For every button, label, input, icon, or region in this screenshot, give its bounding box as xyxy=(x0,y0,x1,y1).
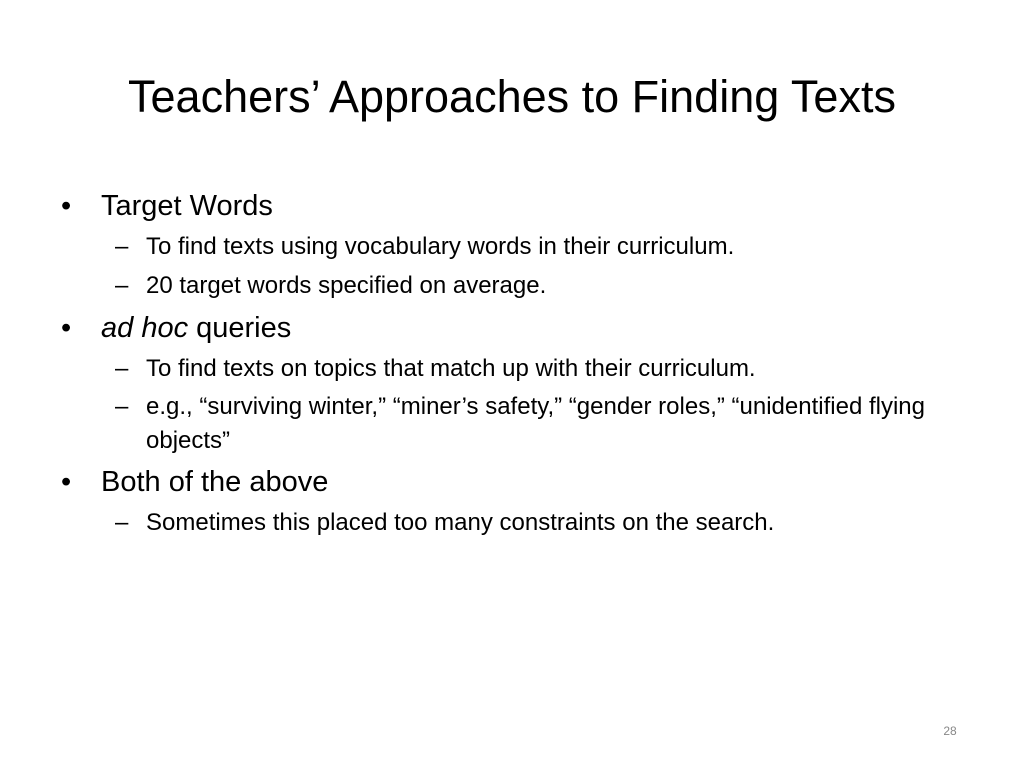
dash-icon: – xyxy=(115,355,129,382)
bullet-text: queries xyxy=(188,312,292,344)
sub-bullet-text: To find texts on topics that match up with their curriculum. xyxy=(146,355,756,382)
dash-icon: – xyxy=(115,393,129,420)
sub-bullet-item xyxy=(60,505,980,541)
sub-bullet-item xyxy=(60,268,980,304)
dash-icon: – xyxy=(115,272,129,299)
bullet-text: Both of the above xyxy=(101,466,329,498)
slide-title: Teachers’ Approaches to Finding Texts xyxy=(128,71,896,122)
bullet-icon: • xyxy=(61,466,72,498)
sub-bullet-item xyxy=(60,229,980,265)
bullet-text-italic: ad hoc xyxy=(101,312,189,344)
sub-bullet-item xyxy=(60,390,980,458)
bullet-item-target-words xyxy=(60,186,980,226)
bullet-list xyxy=(60,182,980,541)
dash-icon: – xyxy=(115,509,129,536)
bullet-icon: • xyxy=(61,190,72,222)
sub-bullet-text: Sometimes this placed too many constraints on the search. xyxy=(146,509,775,536)
dash-icon: – xyxy=(115,233,129,260)
bullet-item-both-of-the-above xyxy=(60,462,980,502)
bullet-text: Target Words xyxy=(101,190,273,222)
sub-bullet-text: 20 target words specified on average. xyxy=(146,272,547,299)
sub-bullet-text: e.g., “surviving winter,” “miner’s safety,” “gender roles,” “unidentified flying objects” xyxy=(146,393,925,454)
bullet-item-ad-hoc-queries xyxy=(60,308,980,348)
bullet-icon: • xyxy=(61,312,72,344)
sub-bullet-text: To find texts using vocabulary words in their curriculum. xyxy=(146,233,735,260)
page-number: 28 xyxy=(943,724,957,738)
sub-bullet-item xyxy=(60,351,980,387)
